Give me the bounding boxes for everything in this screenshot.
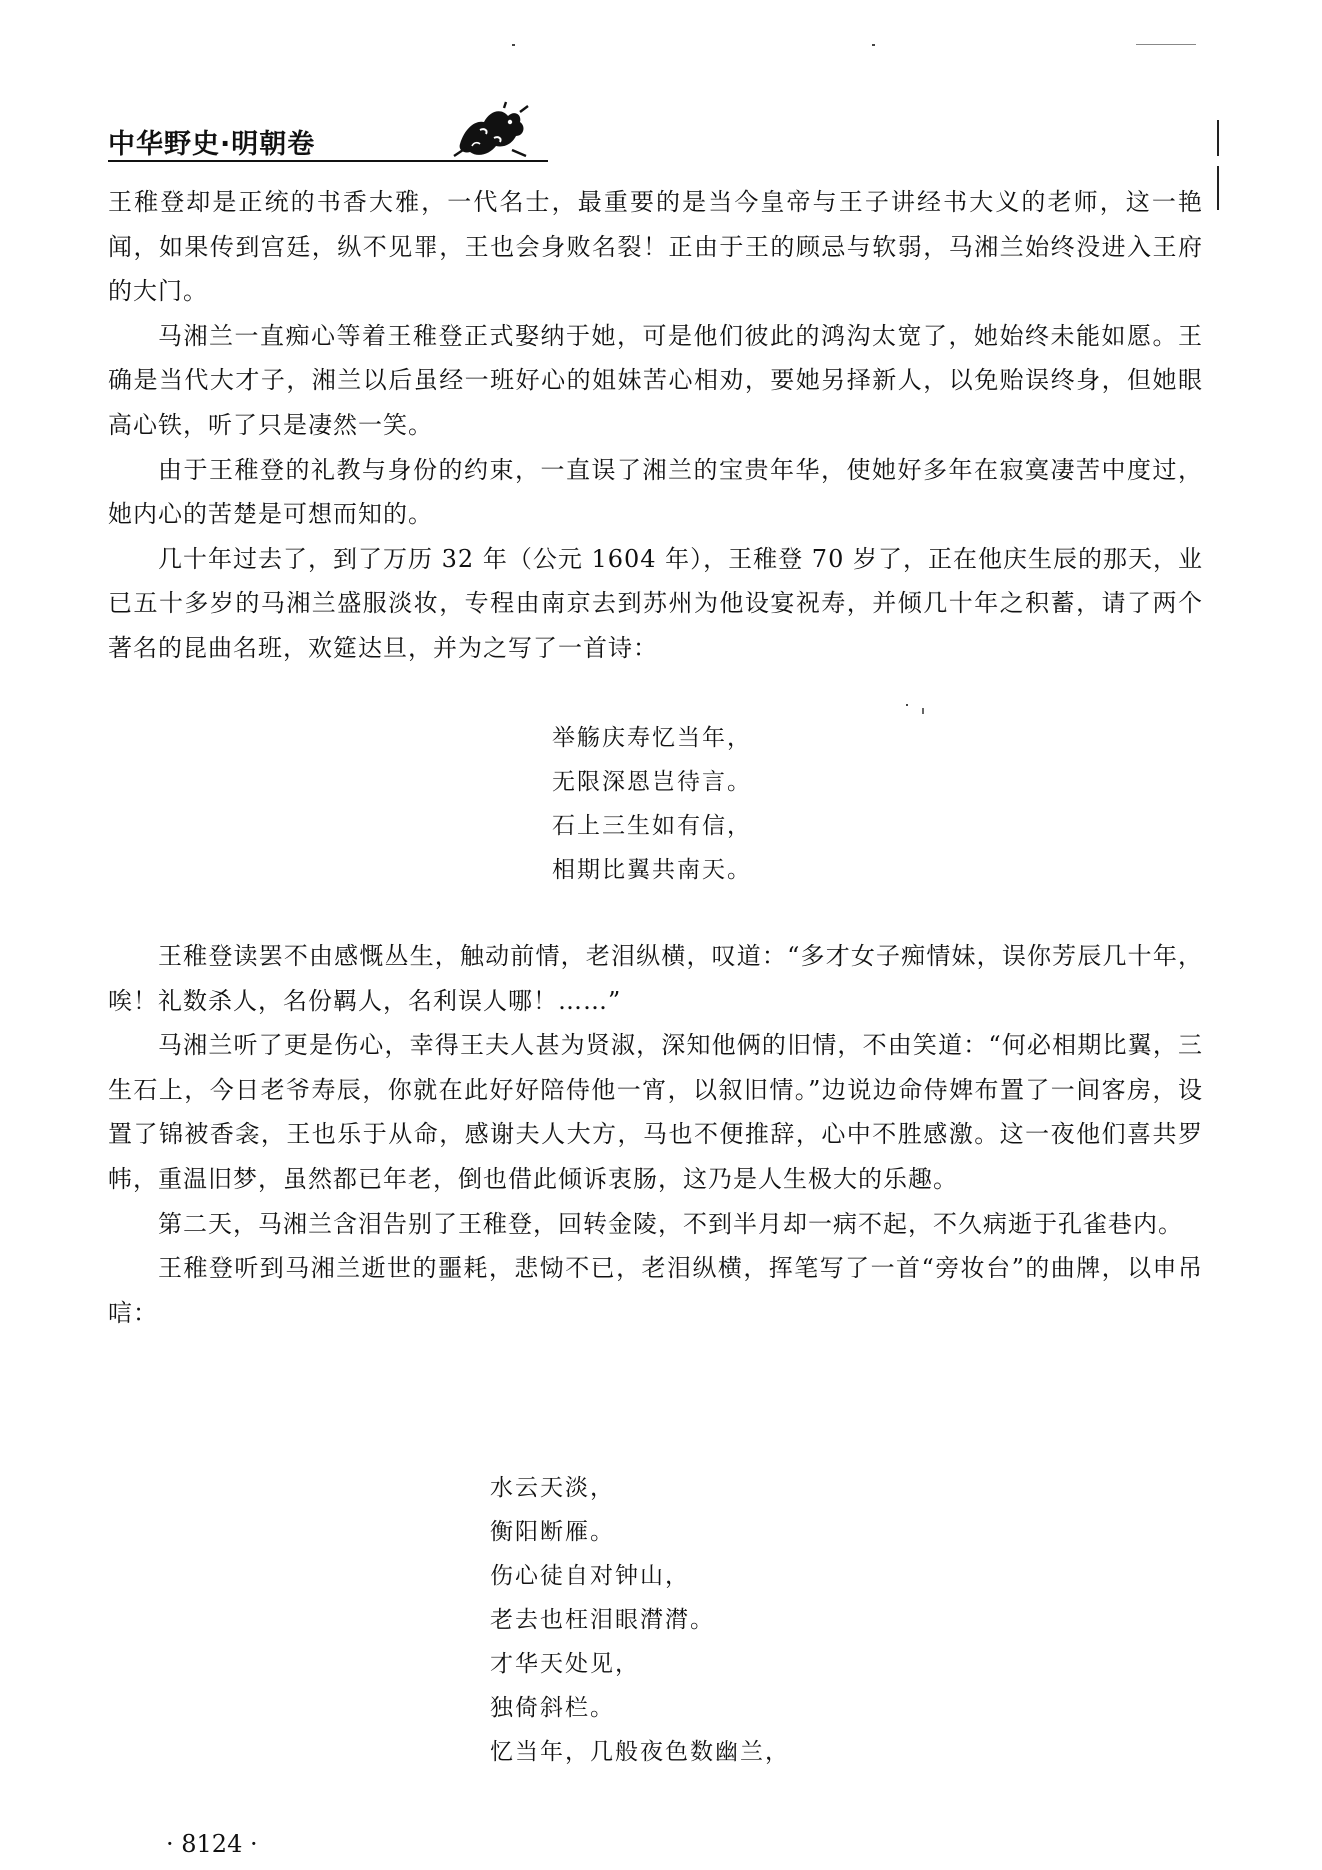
poem-line: 举觞庆寿忆当年， xyxy=(552,725,752,751)
scan-speck xyxy=(906,704,908,706)
dragon-emblem-icon xyxy=(450,100,530,162)
poem-line: 石上三生如有信， xyxy=(552,813,752,839)
paragraph: 王稚登听到马湘兰逝世的噩耗，悲恸不已，老泪纵横，挥笔写了一首“旁妆台”的曲牌，以申吊唁： xyxy=(108,1254,1203,1327)
scan-speck xyxy=(512,44,515,46)
margin-mark xyxy=(1216,120,1220,210)
scan-speck xyxy=(872,44,875,46)
poem-line: 才华天处见， xyxy=(490,1651,640,1677)
paragraph: 王稚登却是正统的书香大雅，一代名士，最重要的是当今皇帝与王子讲经书大义的老师，这一艳闻，如果传到宫廷，纵不见罪，王也会身败名裂！正由于王的顾忌与软弱，马湘兰始终没进入王府的大门。 xyxy=(108,188,1203,306)
scan-speck xyxy=(1136,44,1196,45)
paragraph: 王稚登读罢不由感慨丛生，触动前情，老泪纵横，叹道：“多才女子痴情妹，误你芳辰几十年，唉！礼数杀人，名份羁人，名利误人哪！……” xyxy=(108,942,1203,1015)
header-rule xyxy=(108,160,548,162)
poem-line: 衡阳断雁。 xyxy=(490,1519,615,1545)
poem-line: 相期比翼共南天。 xyxy=(552,857,752,883)
page-number: · 8124 · xyxy=(166,1830,258,1858)
body-text-middle xyxy=(108,934,1203,1335)
running-header-title: 中华野史·明朝卷 xyxy=(108,129,316,160)
poem-line: 无限深恩岂待言。 xyxy=(552,769,752,795)
paragraph: 由于王稚登的礼教与身份的约束，一直误了湘兰的宝贵年华，使她好多年在寂寞凄苦中度过，她内心的苦楚是可想而知的。 xyxy=(108,455,1203,529)
poem-line: 独倚斜栏。 xyxy=(490,1695,615,1721)
body-text-top xyxy=(108,180,1203,671)
poem-birthday xyxy=(552,716,752,892)
poem-line: 伤心徒自对钟山， xyxy=(490,1563,690,1589)
poem-line: 水云天淡， xyxy=(490,1475,615,1501)
paragraph: 马湘兰听了更是伤心，幸得王夫人甚为贤淑，深知他俩的旧情，不由笑道：“何必相期比翼，三生石上，今日老爷寿辰，你就在此好好陪侍他一宵，以叙旧情。”边说边命侍婢布置了一间客房，设置了锦被香衾，王也乐于从命，感谢夫人大方，马也不便推辞，心中不胜感激。这一夜他们喜共罗帏，重温旧梦，虽然都已年老，倒也借此倾诉衷肠，这乃是人生极大的乐趣。 xyxy=(108,1031,1203,1193)
scan-speck xyxy=(922,708,924,714)
paragraph: 第二天，马湘兰含泪告别了王稚登，回转金陵，不到半月却一病不起，不久病逝于孔雀巷内。 xyxy=(158,1209,1183,1238)
poem-qupai xyxy=(490,1466,790,1774)
paragraph: 几十年过去了，到了万历 32 年（公元 1604 年），王稚登 70 岁了，正在他庆生辰的那天，业已五十多岁的马湘兰盛服淡妆，专程由南京去到苏州为他设宴祝寿，并倾几十年之积蓄，请了两个著名的昆曲名班，欢筵达旦，并为之写了一首诗： xyxy=(108,544,1203,662)
paragraph: 马湘兰一直痴心等着王稚登正式娶纳于她，可是他们彼此的鸿沟太宽了，她始终未能如愿。王确是当代大才子，湘兰以后虽经一班好心的姐妹苦心相劝，要她另择新人，以免贻误终身，但她眼高心铁，听了只是凄然一笑。 xyxy=(108,321,1203,439)
poem-line: 忆当年，几般夜色数幽兰， xyxy=(490,1739,790,1765)
poem-line: 老去也枉泪眼潸潸。 xyxy=(490,1607,715,1633)
